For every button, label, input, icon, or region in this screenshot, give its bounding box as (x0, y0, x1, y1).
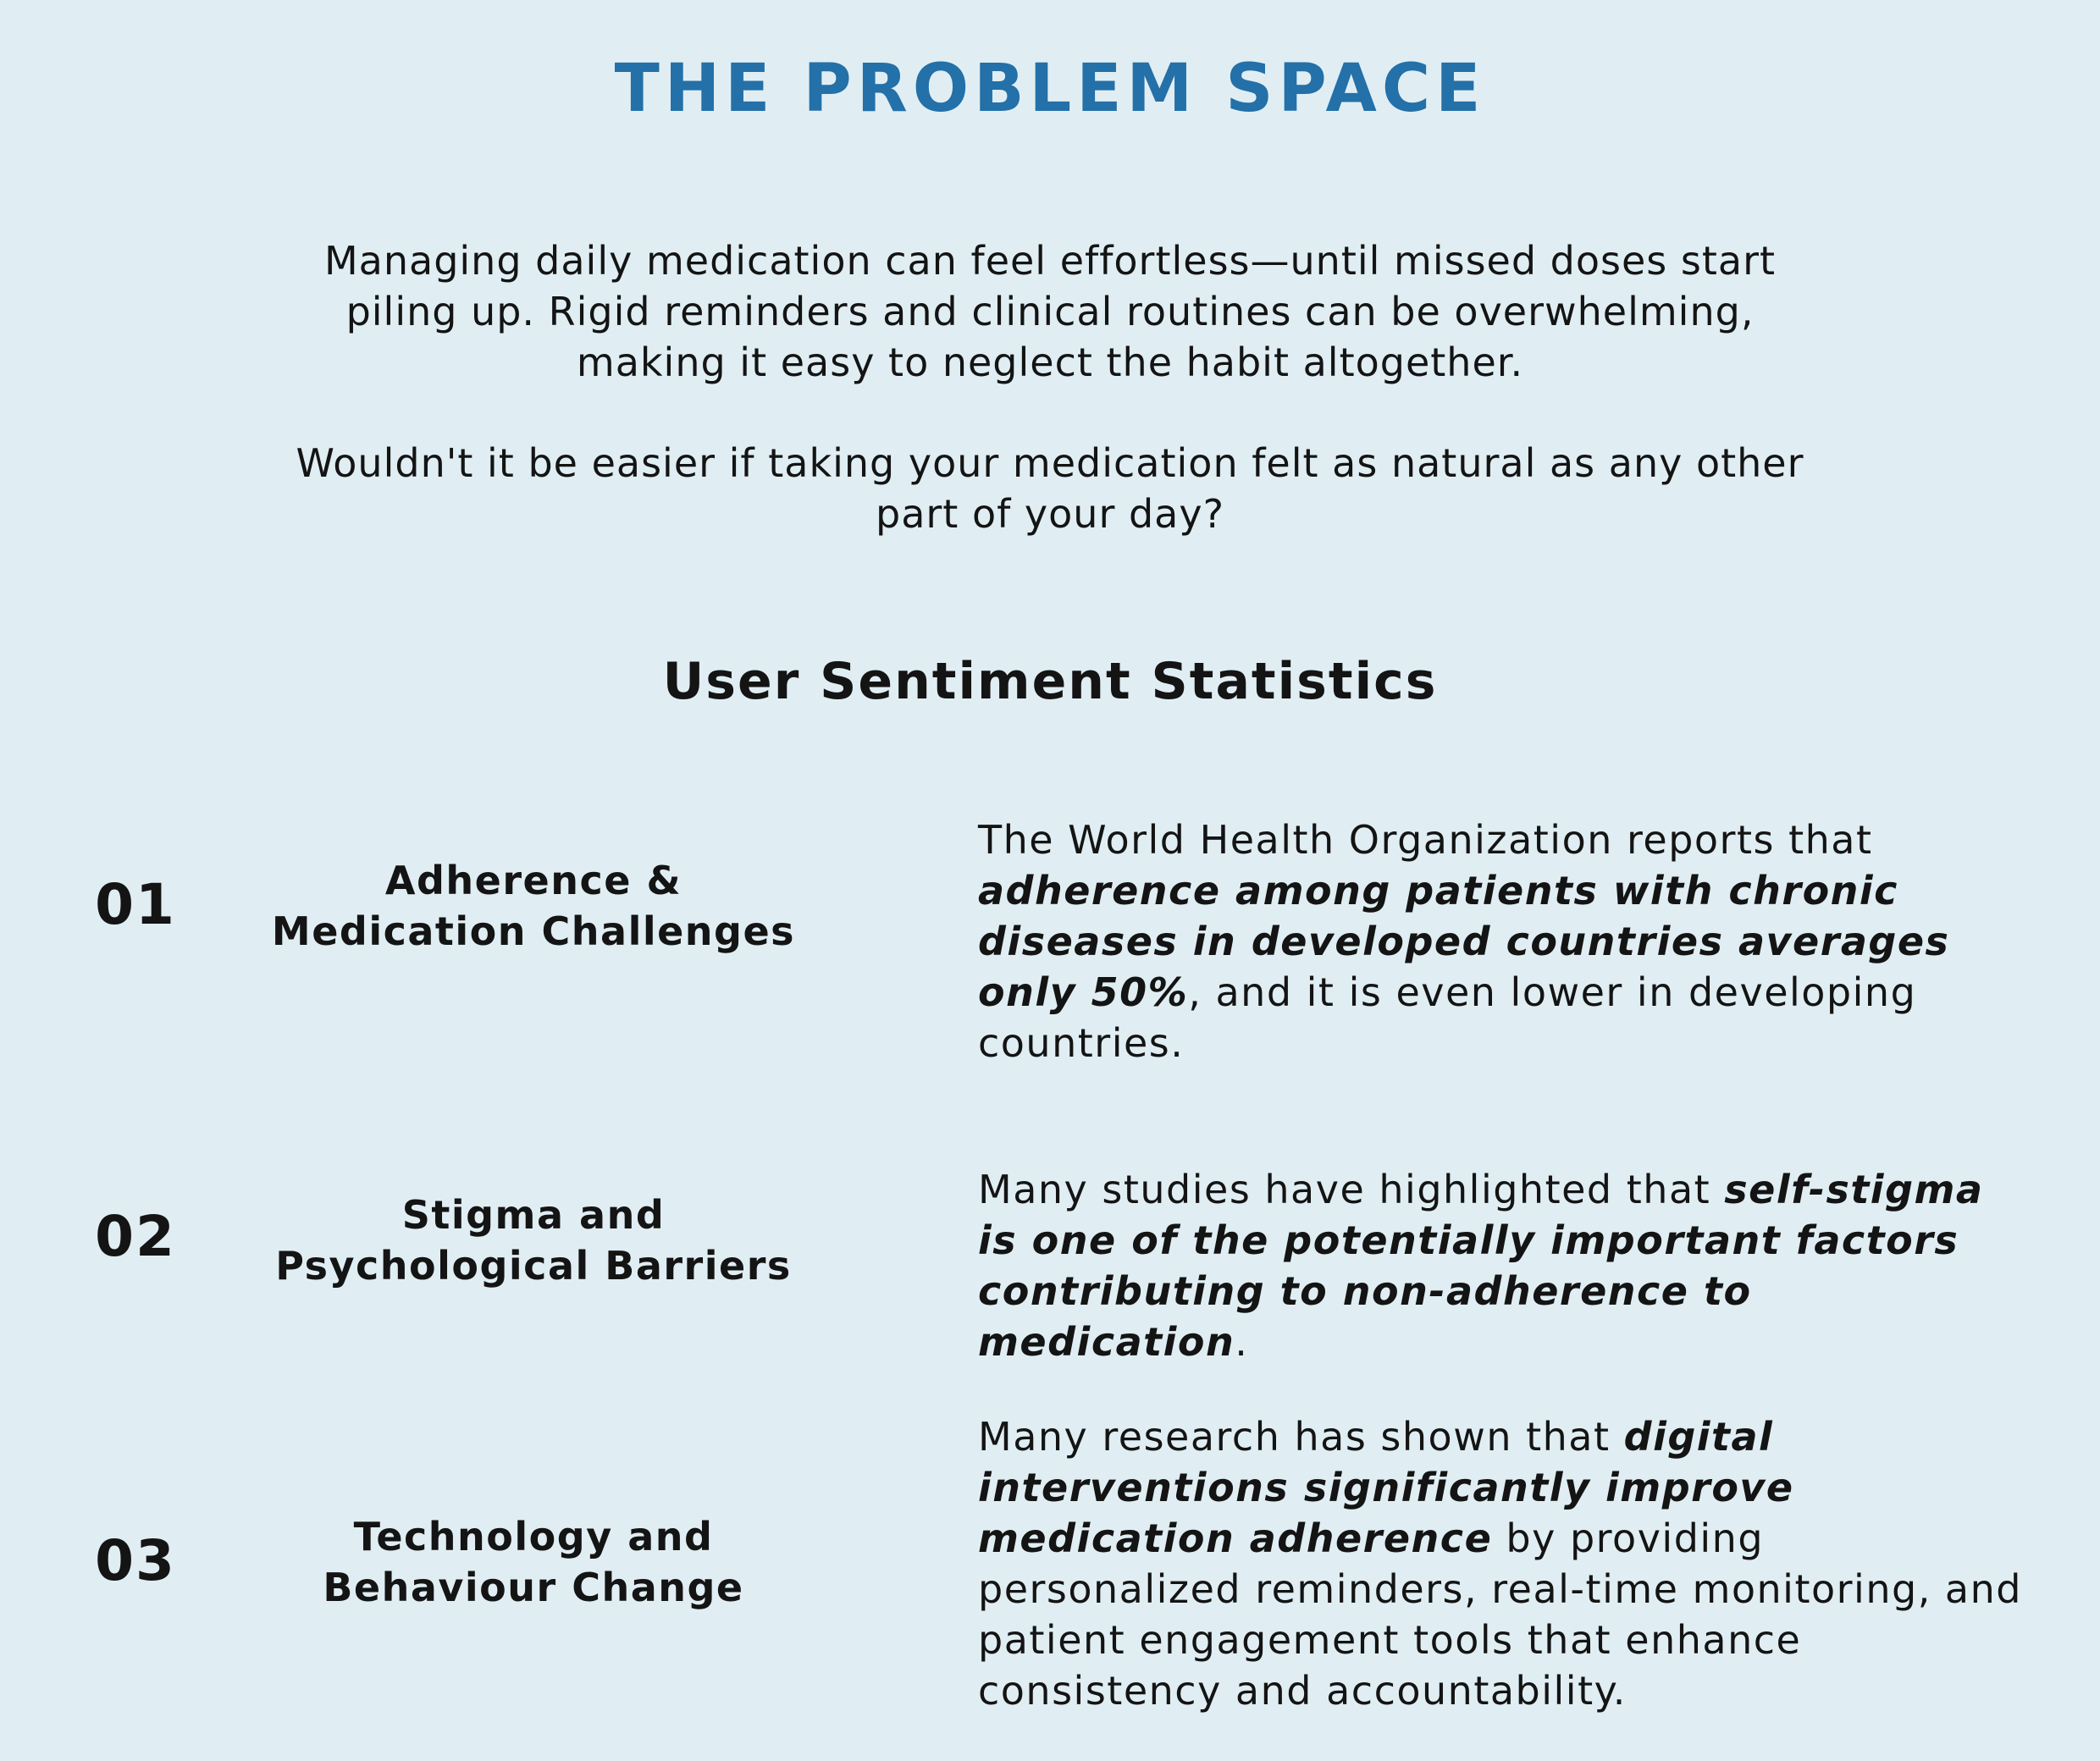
stat-text-emphasis: adherence among patients with chronic diseases in developed countries averages only 50% (978, 868, 1950, 1015)
stat-text-emphasis: digital interventions significantly improve medication adherence (978, 1414, 1794, 1561)
stat-description (978, 1164, 2028, 1367)
stat-text: Many research has shown that (978, 1414, 1624, 1460)
stat-label-line: Technology and (353, 1514, 714, 1560)
stat-label-line: Behaviour Change (323, 1565, 744, 1610)
stat-label (246, 855, 821, 957)
section-title: User Sentiment Statistics (662, 652, 1438, 711)
stat-text: Many studies have highlighted that (978, 1167, 1725, 1212)
stat-number: 02 (95, 1204, 176, 1269)
stat-text: , and it is even lower in developing countries. (978, 969, 1917, 1066)
intro-paragraph: Managing daily medication can feel effortless—until missed doses start piling up. Rigid reminders and clinical routines can be overwhelming, making it easy to neglect the habit altogether. (323, 238, 1777, 385)
stat-text-emphasis: self-stigma is one of the potentially important factors contributing to non-adherence to medication (978, 1167, 1984, 1365)
stat-label-line: Adherence & (384, 858, 682, 903)
stat-label (246, 1511, 821, 1613)
stat-number: 03 (95, 1528, 176, 1593)
stat-text: . (1235, 1319, 1249, 1365)
stat-label-line: Psychological Barriers (275, 1243, 792, 1289)
page-title: THE PROBLEM SPACE (614, 51, 1486, 127)
stat-label-line: Medication Challenges (271, 908, 796, 954)
stat-description (978, 814, 2028, 1068)
intro-question: Wouldn't it be easier if taking your medication felt as natural as any other part of your day? (296, 440, 1804, 537)
stat-label (246, 1190, 821, 1291)
stat-label-line: Stigma and (401, 1192, 666, 1238)
stat-number: 01 (95, 872, 176, 937)
stat-description (978, 1411, 2028, 1716)
stat-text: by providing personalized reminders, real-time monitoring, and patient engagement tools that enhance consistency and accountability. (978, 1515, 2022, 1714)
stat-text: The World Health Organization reports that (978, 817, 1873, 863)
